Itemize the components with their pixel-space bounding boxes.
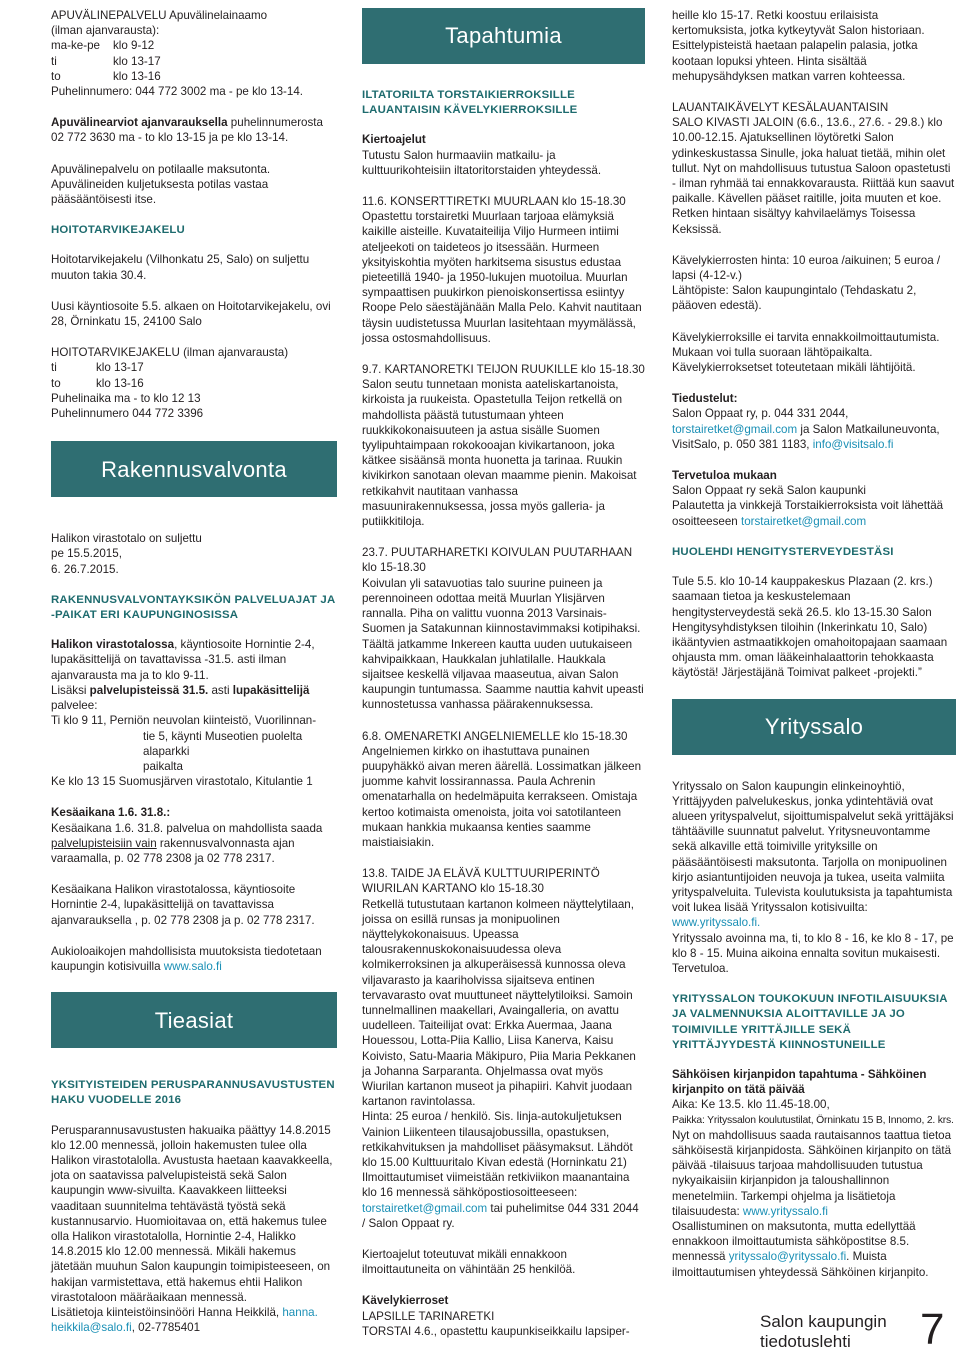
aika-line: Aika: Ke 13.5. klo 11.45-18.00, [672, 1098, 830, 1112]
sahkoinen-text [672, 1128, 956, 1219]
sahkoinen-heading: Sähköisen kirjanpidon tapahtuma - Sähköinen kirjanpito on tätä päivää [672, 1067, 927, 1097]
kiertoajelut-text: Tutustu Salon hurmaaviin matkailu- ja kulttuurikohteisiin iltatoritorstaiden yhteydessä. [362, 148, 602, 177]
hoito-hours-block [51, 345, 337, 421]
lauantai-title: LAUANTAIKÄVELYT KESÄLAUANTAISIN [672, 101, 889, 115]
apuvaline-phone: Puhelinnumero: 044 772 3002 ma - pe klo 13-14. [51, 85, 304, 99]
event-text: Koivulan yli satavuotias talo suurine puineen ja perennoineen odottaa meitä Muurlan Ylisjärven rannalla. Piha on valittu vuonna 2013 Varsinais-Suomen ja Satakunnan kiinnostavimmaksi kotipihaksi. Täältä jatkamme Inkereen kautta uuden uutukaiseen kahvipaikkaan, Haukkalan juhlatilalle. Haukkala sijaitsee keskellä viljavaa maaseutua, aivan Salon kaupungin tuntumassa. Saamme nauttia kahvit upeasti kunnostetussa vanhassa päärakennuksessa. [362, 576, 644, 712]
lisaksi-text: Lisäksi [51, 683, 90, 697]
paikka-line: Paikka: Yrityssalon koulutustilat, Örninkatu 15 B, Innomo, 2. krs. [672, 1114, 954, 1126]
lisatietoja-paragraph [51, 1305, 337, 1335]
kesa-paragraph [51, 821, 337, 867]
rakennus-heading: RAKENNUSVALVONTAYKSIKÖN PALVELUAJAT JA -PAIKAT ERI KAUPUNGINOSISSA [51, 593, 335, 622]
apuvaline-section [51, 8, 337, 99]
email-link[interactable]: torstairetket@gmail.com [362, 1201, 488, 1215]
ti-line: Ti klo 9 11, Perniön neuvolan kiinteistö, Vuorilinnan- [51, 714, 317, 728]
yksityisteiden-heading: YKSITYISTEIDEN PERUSPARANNUSAVUSTUSTEN HAKU VUODELLE 2016 [51, 1079, 335, 1107]
section-banner-yrityssalo: Yrityssalo [672, 699, 956, 755]
hours-row [51, 69, 337, 84]
footer-line: Salon kaupungin [760, 1312, 887, 1331]
hengitys-text: Tule 5.5. klo 10-14 kauppakeskus Plazaan (2. krs.) saamaan tietoa ja keskustelemaan hengitysterveydestä sekä 26.5. klo 13-15.30 Salon Hengitysyhdistyksen tiloihin (Inkerinkatu 10, Salo) ikääntyvien astmaatikkojen omahoitopajaan saamaan ohjausta mm. oman lääkeinhalaattorin tehokkaasta käytöstä! Järjestäjänä Toimivat palkeet -projekti.” [672, 575, 948, 680]
kesa-heading: Kesäaikana 1.6. 31.8.: [51, 806, 171, 820]
hours-day: ti [51, 54, 57, 68]
halikon-virastotalossa [51, 637, 337, 683]
hoito-hours-day: ti [51, 361, 57, 375]
ti-line-2: tie 5, käynti Museotien puolelta alaparkki [143, 729, 303, 758]
ilmoit-text: tai puhelimitse 044 331 2044 / Salon Oppaat ry. [362, 1201, 639, 1230]
tiedustelut-text [672, 406, 956, 452]
halikon-closed [51, 531, 337, 577]
kavely-hinta: Kävelykierrosten hinta: 10 euroa /aikuinen; 5 euroa / lapsi (4-12-v.) [672, 253, 941, 283]
osallist-desc: Osallistuminen on maksutonta, mutta edellyttää ennakkoon ilmoittautumista sähköpostitse 8.5. mennessä [672, 1220, 916, 1264]
hoito-hours-day: to [51, 376, 61, 390]
yrityssalo-desc: Yrityssalo on Salon kaupungin elinkeinoyhtiö, Yrittäjyyden palvelukeskus, jonka ydintehtäviä ovat alueen yrityspalvelut, sijoittumispalvelut sekä yrittäjäksi tähtääville suunnatut palvelut. Yritysneuvontamme sekä alkaville että toimiville yrityksille on pääsääntöisesti maksutonta. Tarjolla on monipuolinen kirjo asiantuntijoiden neuvoja ja tukea, useita valmiita yrityspalveluita. Tulevista koulutuksista ja tapahtumista voit lukea lisää Yrityssalon kotisivuilta: [672, 779, 954, 915]
kavely-info: Kävelykierroksille ei tarvita ennakkoilmoittautumista. Mukaan voi tulla suoraan lähtöpaikalta. Kävelykierroksetset toteutetaan mikäli lähtijöitä. [672, 330, 940, 375]
hengitys-heading: HUOLEHDI HENGITYSTERVEYDESTÄSI [672, 545, 894, 558]
lisaksi-bold: palvelupisteissä 31.5. [89, 683, 209, 697]
apuvaline-title: APUVÄLINEPALVELU Apuvälinelainaamo [51, 9, 268, 22]
tervetuloa-heading: Tervetuloa mukaan [672, 469, 777, 483]
hours-day: ma-ke-pe [51, 39, 100, 53]
column-left [51, 8, 337, 1335]
tiedustelut-heading: Tiedustelut: [672, 392, 738, 406]
lisaksi-text: palvelee: [51, 699, 98, 713]
aukiolo-paragraph [51, 944, 337, 974]
kesa-text: Kesäaikana 1.6. 31.8. palvelua on mahdollista saada [51, 821, 323, 835]
email-link[interactable]: torstairetket@gmail.com [672, 422, 798, 436]
event-title: 11.6. KONSERTTIRETKI MUURLAAN klo 15-18.30 [362, 195, 626, 209]
lauantai-dates: SALO KIVASTI JALOIN (6.6., 13.6., 27.6. - 29.8.) klo 10.00-12.15. [672, 116, 943, 145]
event-text: Opastettu torstairetki Muurlaan tarjoaa elämyksiä kaikille aisteille. Kuvataiteilija Viljo Hurmeen intiimi ateljeekoti on taideteos jo itsessään. Hurmeen yksityiskohtia myöten harkitsema sisustus edustaa pieteetillä 1940- ja 1950-lukujen muotoilua. Muurlan sympaattisen puukirkon pienoiskonsertissa esiintyy Roope Pelo säestäjänään Malla Pelo. Kahvit nautitaan täysin uudistetussa Muurlan lasitehtaan myymälässä, jossa ostosmahdollisuus. [362, 210, 642, 345]
halikon-line: 6. 26.7.2015. [51, 562, 119, 576]
hours-day: to [51, 69, 61, 83]
page-number: 7 [920, 1305, 945, 1354]
event-text: Retkellä tutustutaan kartanon kolmeen näyttelytilaan, joissa on esillä runsas ja monipuolinen näyttelykokonaisuus. Upeassa talousrakennuskokonaisuudessa oleva kolmikerroksinen ja alkuperäisessä kunnossa oleva viljavarasto ja kaariholvissa sijaitseva entinen tervavarasto ovat muuttuneet näyttelytiloiksi. Samoin tunnelmallinen maakellari, Avaingalleria, on avattu uudelleen. Taiteilijat ovat: Erkka Auermaa, Jaana Houessou, Lotta-Piia Kallio, Liisa Kanerva, Kaisu Koivisto, Satu-Maaria Mäkipuro, Piia Maria Pekkanen ja Johanna Sarparanta. Ohjelmassa ovat myös Wiurilan kartanon museot ja pihapiiri. Kahvit juodaan kartanon ravintolassa. [362, 897, 636, 1109]
osallistuminen-text [672, 1219, 956, 1280]
hoito-hours-time: klo 13-16 [96, 376, 144, 390]
hoito-hours-row [51, 376, 337, 391]
event-title: 23.7. PUUTARHARETKI KOIVULAN PUUTARHAAN klo 15-18.30 [362, 546, 633, 575]
hoito-hours-row [51, 360, 337, 375]
hoito-paragraph-1: Hoitotarvikejakelu (Vilhonkatu 25, Salo) on suljettu muuton takia 30.4. [51, 253, 310, 282]
lisaksi-text: asti [208, 683, 233, 697]
yrityssalo-link[interactable]: www.yrityssalo.fi [742, 1204, 828, 1218]
puhelinaika: Puhelinaika ma - to klo 12 13 [51, 391, 201, 405]
hoito-heading: HOITOTARVIKEJAKELU [51, 224, 185, 237]
column-middle [362, 8, 645, 1339]
hours-row [51, 38, 337, 53]
halikon-bold: Halikon virastotalossa [51, 638, 175, 652]
kesa-text: rakennusvalvonnasta ajan varaamalla, p. 02 778 2308 ja 02 778 2317. [51, 836, 295, 865]
kavelykierrokset-heading: Kävelykierroset [362, 1294, 449, 1308]
palaute-desc: Palautetta ja vinkkejä Torstaikierroksista voit lähettää osoitteeseen [672, 499, 944, 528]
event-title: 13.8. TAIDE JA ELÄVÄ KULTTUURIPERINTÖ WIURILAN KARTANO klo 15-18.30 [362, 867, 600, 896]
kesa-underline: palvelupisteisiin vain [51, 836, 157, 850]
email-link[interactable]: heikkila@salo.fi [51, 1321, 132, 1335]
yrityssalo-link[interactable]: www.yrityssalo.fi. [672, 916, 761, 930]
hours-time: klo 13-17 [113, 54, 161, 68]
osallist-desc: . Muista ilmoittautumisen yhteydessä Sähköinen kirjanpito. [672, 1250, 929, 1279]
lisatietoja-text: Lisätietoja kiinteistöinsinööri Hanna Heikkilä, [51, 1305, 283, 1319]
yrityssalo-text [672, 779, 956, 931]
iltatori-heading: ILTATORILTA TORSTAIKIERROKSILLE LAUANTAISIN KÄVELYKIERROKSILLE [362, 89, 578, 117]
lisaksi-bold: lupakäsittelijä [232, 683, 310, 697]
palaute-text [672, 498, 956, 528]
hinta-text: Hinta: 25 euroa / henkilö. Sis. linja-autokuljetuksen Vainion Liikenteen tilausajobussilla, opastuksen, retkikahvituksen ja mahdolliset pääsymaksut. Lähdöt klo 15.00 Kulttuuritalo Kivan edestä (Horninkatu 21) [362, 1110, 633, 1169]
tervetuloa-text: Salon Oppaat ry sekä Salon kaupunki [672, 484, 866, 498]
retki-text: heille klo 15-17. Retki koostuu erilaisista kertomuksista, jotka kytkeytyvät Salon historiaan. Esittelypisteistä haetaan palapelin palasia, jotka kootaan lopuksi yhteen. Hinta sisältää mehupysähdyksen matkan varren kohteessa. [672, 9, 925, 83]
arviot-text: puhelinnumerosta 02 772 3630 ma - to klo 13-15 ja pe klo 13-14. [51, 116, 323, 145]
tied-text: ja Salon Matkailuneuvonta, VisitSalo, p. 050 381 1183, [672, 422, 940, 451]
footer-publication [760, 1312, 887, 1352]
hoito-hours-time: klo 13-17 [96, 361, 144, 375]
perus-paragraph: Perusparannusavustusten hakuaika päättyy 14.8.2015 klo 12.00 mennessä, jolloin hakemusten tulee olla Halikon virastotalolla. Avustusta haetaan kaavakkeella, jota on saatavissa palvelupisteistä sekä Salon kaupungin www-sivuilta. Kaavakkeen liitteeksi vaaditaan suunnitelma tehtävästä työstä sekä kustannusarvio. Huomioitavaa on, että hakemus tulee olla Halikon virastotalolla, Hornintie 2-4, Halikko 14.8.2015 klo 12.00 mennessä. Mikäli hakemus jätetään muuhun Salon kaupungin toimipisteeseen, on hakijan varmistettava, että hakemus ehtii Halikon virastotaloon määräaikaan mennessä. [51, 1123, 333, 1304]
lauantai-text [672, 115, 956, 237]
lisaksi-paragraph [51, 683, 337, 713]
event-title: 9.7. KARTANORETKI TEIJON RUUKILLE klo 15-18.30 [362, 363, 645, 377]
toteutuvat-text: Kiertoajelut toteutuvat mikäli ennakkoon ilmoittautuneita on vähintään 25 henkilöä. [362, 1248, 576, 1277]
aukiolo-text: Aukioloaikojen mahdollisista muutoksista tiedotetaan kaupungin kotisivuilla [51, 944, 322, 973]
halikon-line: pe 15.5.2015, [51, 547, 122, 561]
email-link[interactable]: torstairetket@gmail.com [740, 514, 867, 528]
arviot-bold: Apuvälinearviot ajanvarauksella [51, 116, 228, 130]
email-link[interactable]: hanna. [282, 1305, 318, 1319]
sahko-desc: Nyt on mahdollisuus saada rautaisannos taattua tietoa sähköisestä kirjanpidosta. Sähköinen kirjanpito on tätä päivää -tilaisuus tarjoaa mahdollisuuden tutustua nykyaikaisiin kirjanpidon ja taloushallinnon menetelmiin. Tarkempi ohjelma ja lisätietoja tilaisuudesta: [672, 1128, 952, 1218]
apuvaline-sub: (ilman ajanvarausta): [51, 24, 160, 38]
hours-time: klo 9-12 [113, 39, 155, 53]
lauantai-desc: Ajatuksellinen löytöretki Salon ydinkeskustassa Sinulle, joka haluat tietää, mihin olet tullut. Nyt on mahdollisuus tutustua Saloon opastetusti - ilman ryhmää tai ennakkovarausta. Riittää kun saavut paikalle. Kävellen pääset raitille, joita muuten et koe. Retken hintaan sisältyy kahvilaelämys Toisessa Keksissä. [672, 131, 955, 236]
halikon-text: , käyntiosoite Hornintie 2-4, lupakäsittelijä on tavattavissa -31.5. asti ilman ajanvarausta ma ja to klo 9-11. [51, 638, 315, 682]
section-banner-tapahtumia: Tapahtumia [362, 8, 645, 64]
hours-time: klo 13-16 [113, 69, 161, 83]
yrityssalo-hours: Yrityssalo avoinna ma, ti, to klo 8 - 16, ke klo 8 - 17, pe klo 8 - 15. Muina aikoina ennalta sovitun mukaisesti. Tervetuloa. [672, 931, 954, 975]
puhelinnumero: Puhelinnumero 044 772 3396 [51, 407, 204, 421]
ke-line: Ke klo 13 15 Suomusjärven virastotalo, Kitulantie 1 [51, 775, 313, 789]
lahtopiste: Lähtöpiste: Salon kaupungintalo (Tehdaskatu 2, pääoven edestä). [672, 284, 917, 313]
ti-line-3: paikalta [143, 759, 183, 773]
footer-line: tiedotuslehti [760, 1332, 851, 1351]
section-banner-rakennusvalvonta: Rakennusvalvonta [51, 441, 337, 497]
kiertoajelut-heading: Kiertoajelut [362, 133, 426, 147]
section-banner-tieasiat: Tieasiat [51, 992, 337, 1048]
event-text: Angelniemen kirkko on ihastuttava punainen puupyhäkkö aivan meren äärellä. Lossimatkan jälkeen juomme kahvit lossirannassa. Paula Achrenin omenatarhalla on hedelmäpuita kerrakseen. Omistaja kertoo kotimaista omenoista, joita voi satotilanteen mukaan hankkia mukaansa kenties saamme maistiaisiakin. [362, 744, 642, 849]
tied-text: Salon Oppaat ry, p. 044 331 2044, [672, 407, 849, 421]
event-text: Salon seutu tunnetaan monista aateliskartanoista, kirkoista ja ruukeista. Opastetulla Teijon retkellä on mahdollista päästä tutustumaan yhteen ruukkikokonaisuuteen ja astua sisälle Suomen tyylipuhtaimpaan rokokooajan kivikartanoon, joka kätkee sisäänsä monta huonetta ja tarinaa. Ruukin kivikirkon sanotaan olevan maamme pienin. Makoisat retkikahvit nautitaan vanhassa masuunirakennuksessa, jossa myös galleria- ja putiikkitiloja. [362, 378, 637, 529]
lapsille-title: LAPSILLE TARINARETKI [362, 1309, 495, 1323]
halikon-line: Halikon virastotalo on suljettu [51, 532, 202, 546]
column-right [672, 8, 956, 1280]
ilmoittautumiset [362, 1170, 645, 1231]
torstai-text: TORSTAI 4.6., opastettu kaupunkiseikkailu lapsiper- [362, 1324, 630, 1338]
lisatietoja-phone: , 02-7785401 [131, 1321, 201, 1335]
email-link[interactable]: info@visitsalo.fi [812, 437, 894, 451]
salo-website-link[interactable]: www.salo.fi [163, 959, 222, 973]
email-link[interactable]: yrityssalo@yrityssalo.fi [728, 1250, 847, 1264]
arviot-paragraph [51, 115, 337, 145]
hoito-hours-title: HOITOTARVIKEJAKELU (ilman ajanvarausta) [51, 346, 289, 360]
hours-row [51, 54, 337, 69]
kesa-paragraph-2: Kesäaikana Halikon virastotalossa, käyntiosoite Hornintie 2-4, lupakäsittelijä on tavattavissa ajanvarauksella , p. 02 778 2308 ja p. 02 778 2317. [51, 883, 315, 927]
ilmoit-text: Ilmoittautumiset viimeistään retkiviikon maanantaina klo 16 mennessä sähköpostiosoitteeseen: [362, 1171, 630, 1200]
hoito-paragraph-2: Uusi käyntiosoite 5.5. alkaen on Hoitotarvikejakelu, ovi 28, Örninkatu 15, 24100 Salo [51, 299, 331, 329]
event-title: 6.8. OMENARETKI ANGELNIEMELLE klo 15-18.30 [362, 729, 628, 743]
yrityssalo-heading: YRITYSSALON TOUKOKUUN INFOTILAISUUKSIA JA VALMENNUKSIA ALOITTAVILLE JA JO TOIMIVILLE YRITTÄJILLE SEKÄ YRITTÄJYYDESTÄ KIINNOSTUNEILLE [672, 993, 948, 1051]
potilaalle-paragraph: Apuvälinepalvelu on potilaalle maksutonta. Apuvälineiden kuljetuksesta potilas vastaa pääsääntöisesti itse. [51, 162, 271, 207]
